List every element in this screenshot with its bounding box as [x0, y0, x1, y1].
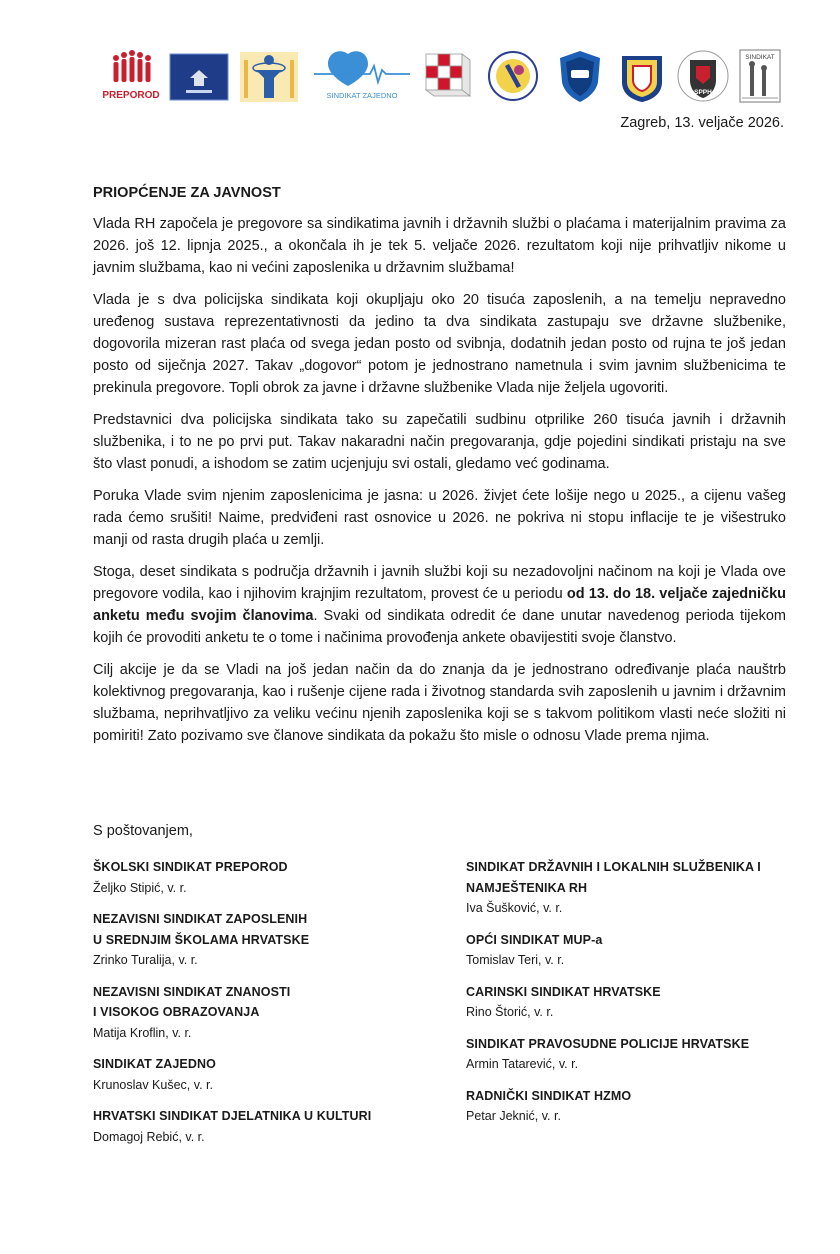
signature-block — [93, 982, 423, 1044]
logo-row — [100, 48, 780, 108]
paragraph-5-intro: Stoga, deset sindikata s područja državnih i javnih službi koji su nezadovoljni načinom na koji je Vlada ove pregovore vodila, kao i njihovim krajnjim rezultatom, provest će u periodu — [93, 564, 786, 602]
signature-block — [93, 1054, 423, 1095]
paragraph-4: Poruka Vlade svim njenim zaposlenicima je jasna: u 2026. živjet ćete lošije nego u 2025., a cijenu vašeg rada ćemo srušiti! Naime, predviđeni rast osnovice u 2026. ne pokriva ni stopu inflacije te je višestruko manji od rasta drugih plaća u zemlji. — [93, 488, 786, 548]
signature-person: Zrinko Turalija, v. r. — [93, 953, 198, 967]
signature-block — [93, 857, 423, 898]
signature-person: Petar Jeknić, v. r. — [466, 1109, 561, 1123]
paragraph-5-emphasis: od 13. do 18. veljače zajedničku anketu među svojim članovima — [93, 586, 786, 624]
signature-org: OPĆI SINDIKAT MUP-a — [466, 932, 603, 947]
signature-org: ŠKOLSKI SINDIKAT PREPOROD — [93, 860, 288, 874]
hsdk-logo — [486, 48, 540, 104]
preporod-logo — [100, 48, 162, 104]
closing-greeting: S poštovanjem, — [93, 823, 193, 839]
spph-logo-text: SPPH — [694, 89, 712, 96]
signature-person: Željko Stipić, v. r. — [93, 880, 187, 895]
hzmo-logo-text: SINDIKAT — [745, 54, 775, 61]
signature-person: Krunoslav Kušec, v. r. — [93, 1077, 213, 1092]
preporod-logo-text: PREPOROD — [102, 90, 160, 101]
signature-person: Iva Šušković, v. r. — [466, 901, 563, 915]
nszssh-logo — [168, 48, 230, 104]
paragraph-1: Vlada RH započela je pregovore sa sindikatima javnih i državnih službi o plaćama i materijalnim pravima za 2026. još 12. lipnja 2025., a okončala ih je tek 5. veljače 2026. rezultatom koji nije prihvatljiv nikome u javnim službama, kao ni većini zaposlenika u državnim službama! — [93, 216, 786, 276]
signature-person: Armin Tatarević, v. r. — [466, 1057, 579, 1071]
sindikat-zajedno-logo-text: SINDIKAT ZAJEDNO — [326, 91, 398, 100]
signature-block — [466, 857, 786, 919]
spph-logo — [676, 48, 730, 104]
carinski-logo — [554, 48, 606, 104]
document-title: PRIOPĆENJE ZA JAVNOST — [93, 185, 281, 201]
hzmo-logo — [738, 48, 782, 104]
signature-block — [93, 1106, 423, 1147]
document-body — [93, 213, 786, 757]
signatures-left — [93, 857, 423, 1158]
sdlsn-logo — [420, 48, 474, 104]
paragraph-5 — [93, 561, 786, 649]
signature-block — [466, 1086, 786, 1127]
signature-org: RADNIČKI SINDIKAT HZMO — [466, 1088, 632, 1103]
signature-org: SINDIKAT PRAVOSUDNE POLICIJE HRVATSKE — [466, 1036, 750, 1051]
document-date: Zagreb, 13. veljače 2026. — [620, 115, 784, 131]
mup-logo — [616, 48, 668, 104]
paragraph-6: Cilj akcije je da se Vladi na još jedan način da do znanja da je jednostrano određivanje plaća nauštrb kolektivnog pregovaranja, kao i rušenje cijene rada i životnog standarda svih zaposlenih u javnim i državnim službama, neprihvatljivo za veliku većinu njenih zaposlenika koji se s takvom politikom vlasti neće složiti ni pomiriti! Zato pozivamo sve članove sindikata da pokažu što misle o odnosu Vlade prema njima. — [93, 662, 786, 744]
nsznvo-logo — [236, 48, 302, 104]
signature-org: SINDIKAT DRŽAVNIH I LOKALNIH SLUŽBENIKA I NAMJEŠTENIKA RH — [466, 860, 761, 895]
signature-block — [466, 930, 786, 971]
signature-org: NEZAVISNI SINDIKAT ZNANOSTI I VISOKOG OBRAZOVANJA — [93, 984, 291, 1019]
signature-block — [466, 982, 786, 1023]
signature-org: NEZAVISNI SINDIKAT ZAPOSLENIH U SREDNJIM ŠKOLAMA HRVATSKE — [93, 912, 310, 947]
signature-person: Domagoj Rebić, v. r. — [93, 1129, 205, 1144]
signature-person: Matija Kroflin, v. r. — [93, 1025, 192, 1040]
paragraph-3: Predstavnici dva policijska sindikata tako su zapečatili sudbinu otprilike 260 tisuća javnih i državnih službenika, i to ne po prvi put. Takav nakaradni način pregovaranja, gdje pojedini sindikati pristaju na sve što vlast ponudi, a ishodom se zatim ucjenjuju svi ostali, gledamo već godinama. — [93, 412, 786, 472]
signature-org: CARINSKI SINDIKAT HRVATSKE — [466, 984, 661, 999]
paragraph-5-rest: . Svaki od sindikata odredit će dane unutar navedenog perioda tijekom kojih će provoditi anketu te o tome i načinima provođenja ankete obavijestiti svoje članstvo. — [93, 608, 786, 646]
signature-block — [466, 1034, 786, 1075]
sindikat-zajedno-logo — [310, 48, 414, 104]
signature-org: SINDIKAT ZAJEDNO — [93, 1057, 216, 1071]
paragraph-2: Vlada je s dva policijska sindikata koji okupljaju oko 20 tisuća zaposlenih, a na temelju nepravedno uređenog sustava reprezentativnosti da jedino ta dva sindikata zastupaju sve državne službenike, dogovorila mizeran rast plaća od svega jedan posto od svibnja, dodatnih jedan posto od rujna te još jedan posto od siječnja 2027. Takav „dogovor“ potom je jednostrano nametnula i svim javnim službenicima te prekinula pregovore. Topli obrok za javne i državne službenike Vlada nije željela ugovoriti. — [93, 292, 786, 396]
signature-block — [93, 909, 423, 971]
signature-person: Rino Štorić, v. r. — [466, 1005, 554, 1019]
signature-person: Tomislav Teri, v. r. — [466, 953, 565, 967]
signature-org: HRVATSKI SINDIKAT DJELATNIKA U KULTURI — [93, 1109, 372, 1123]
signatures-right — [466, 857, 786, 1138]
